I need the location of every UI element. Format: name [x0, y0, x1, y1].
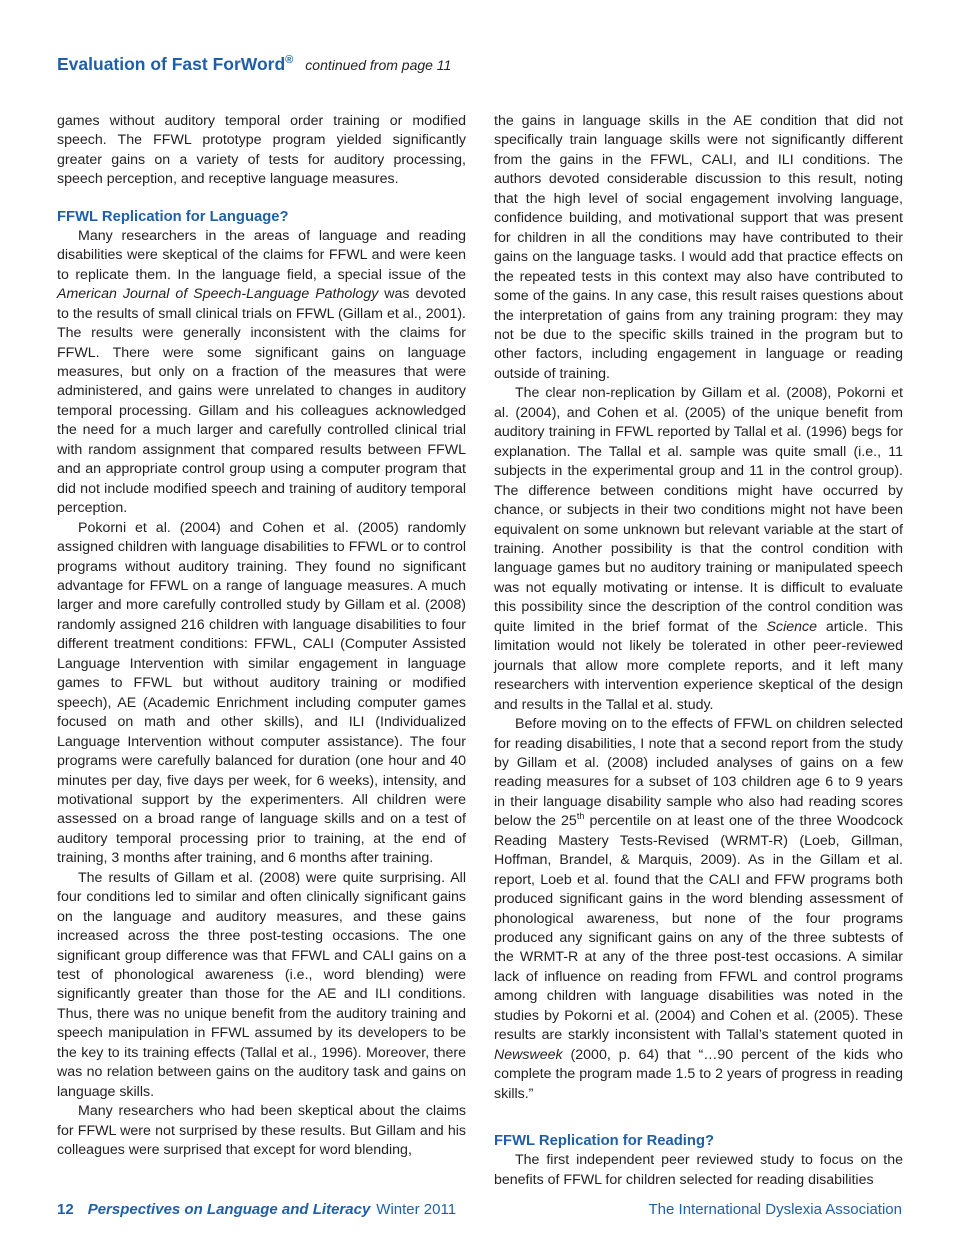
- left-column: [57, 112, 466, 1161]
- running-header: [57, 54, 451, 75]
- page-number: 12: [57, 1201, 74, 1218]
- paragraph: Before moving on to the effects of FFWL on children selected for reading disabilities, I note that a second report from the study by Gillam et al. (2008) included analyses of gains on a few reading measures for a subset of 103 children age 6 to 9 years in their language disability sample who also had reading scores below the 25th percentile on at least one of the three Woodcock Reading Mastery Tests-Revised (WRMT-R) (Loeb, Gillman, Hoffman, Brandel, & Marquis, 2009). As in the Gillam et al. report, Loeb et al. found that the CALI and FFW programs both produced significant gains in the word blending assessment of phonological awareness, but none of the four programs produced any significant gains on any of the three subtests of the WRMT-R at any of the three post-test occasions. A similar lack of influence on reading from FFWL and control programs among children with language disabilities was noted in the studies by Pokorni et al. (2004) and Cohen et al. (2005). These results are starkly inconsistent with Tallal’s statement quoted in Newsweek (2000, p. 64) that “…90 percent of the kids who complete the program made 1.5 to 2 years of progress in reading skills.”: [494, 716, 903, 1102]
- paragraph: The first independent peer reviewed study to focus on the benefits of FFWL for children selected for reading disabilities: [494, 1152, 903, 1188]
- section-heading: FFWL Replication for Language?: [57, 208, 289, 225]
- paragraph: Pokorni et al. (2004) and Cohen et al. (2005) randomly assigned children with language disabilities to FFWL or to control programs without auditory training. They found no significant advantage for FFWL on a range of language measures. A much larger and more carefully controlled study by Gillam et al. (2008) randomly assigned 216 children with language disabilities to four different treatment conditions: FFWL, CALI (Computer Assisted Language Intervention with similar engagement in language games to FFWL but without auditory training or modified speech), AE (Academic Enrichment including computer games focused on math and other skills), and ILI (Individualized Language Intervention without computer assistance). The four programs were carefully balanced for duration (one hour and 40 minutes per day, five days per week, for 6 weeks), intensity, and motivational support by the experimenters. All children were assessed on a broad range of language skills and on a test of auditory temporal processing prior to training, at the end of training, 3 months after training, and 6 months after training.: [57, 519, 466, 867]
- paragraph: The results of Gillam et al. (2008) were quite surprising. All four conditions led to similar and often clinically significant gains on the language and auditory measures, and these gains increased across the three post-testing occasions. The one significant group difference was that FFWL and CALI gains on a test of phonological awareness (i.e., word blending) were significantly greater than those for the AE and ILI conditions. Thus, there was no unique benefit from the auditory training and speech manipulation in FFWL assumed by its developers to be the key to its training effects (Tallal et al., 1996). Moreover, there was no relation between gains on the auditory task and gains on language skills.: [57, 869, 466, 1100]
- section-heading: FFWL Replication for Reading?: [494, 1133, 715, 1150]
- right-column: [494, 112, 903, 1190]
- footer-organization: The International Dyslexia Association: [648, 1201, 902, 1218]
- footer-left: [57, 1201, 456, 1218]
- paragraph: Many researchers who had been skeptical about the claims for FFWL were not surprised by these results. But Gillam and his colleagues were surprised that except for word blending,: [57, 1103, 466, 1159]
- continued-note: continued from page 11: [305, 57, 452, 73]
- article-title: Evaluation of Fast ForWord®: [57, 54, 294, 74]
- paragraph: Many researchers in the areas of language and reading disabilities were skeptical of the claims for FFWL and were keen to replicate them. In the language field, a special issue of the American Journal of Speech-Language Pathology was devoted to the results of small clinical trials on FFWL (Gillam et al., 2001). The results were generally inconsistent with the claims for FFWL. There were some significant gains on language measures, but only on a fraction of the measures that were administered, and gains were unrelated to changes in auditory temporal processing. Gillam and his colleagues acknowledged the need for a much larger and carefully controlled clinical trial with random assignment that compared results between FFWL and an appropriate control group using a computer program that did not include modified speech and training of auditory temporal perception.: [57, 227, 467, 517]
- publication-name: Perspectives on Language and Literacy: [87, 1201, 371, 1218]
- paragraph: The clear non-replication by Gillam et al. (2008), Pokorni et al. (2004), and Cohen et al. (2005) of the unique benefit from auditory training in FFWL reported by Tallal et al. (1996) begs for explanation. The Tallal et al. sample was quite small (i.e., 11 subjects in the experimental group and 11 in the control group). The difference between conditions might have occurred by chance, or subjects in their two conditions might not have been equivalent on some unknown but relevant variable at the start of training. Another possibility is that the control condition with language games but no auditory training or manipulated speech was not equally motivating or intense. It is difficult to evaluate this possibility since the description of the control condition was quite limited in the brief format of the Science article. This limitation would not likely be tolerated in other peer-reviewed journals that allow more complete reports, and it left many researchers with intervention experience skeptical of the design and results in the Tallal et al. study.: [494, 385, 904, 713]
- paragraph: the gains in language skills in the AE condition that did not specifically train language skills were not significantly different from the gains in the FFWL, CALI, and ILI conditions. The authors devoted considerable discussion to this result, noting that the high level of social engagement involving language, confidence building, and motivational support that was present for children in all the conditions may have contributed to their gains on the language tasks. I would add that practice effects on the repeated tests in this context may also have contributed to some of the gains. In any case, this result raises questions about the interpretation of gains from any training program: they may not be due to the specific skills trained in the program but to other factors, including engagement in language or reading outside of training.: [494, 113, 903, 382]
- paragraph: games without auditory temporal order training or modified speech. The FFWL prototype program yielded significantly greater gains on a variety of tests for auditory processing, speech perception, and receptive language measures.: [57, 113, 466, 188]
- issue-season: Winter 2011: [376, 1201, 457, 1218]
